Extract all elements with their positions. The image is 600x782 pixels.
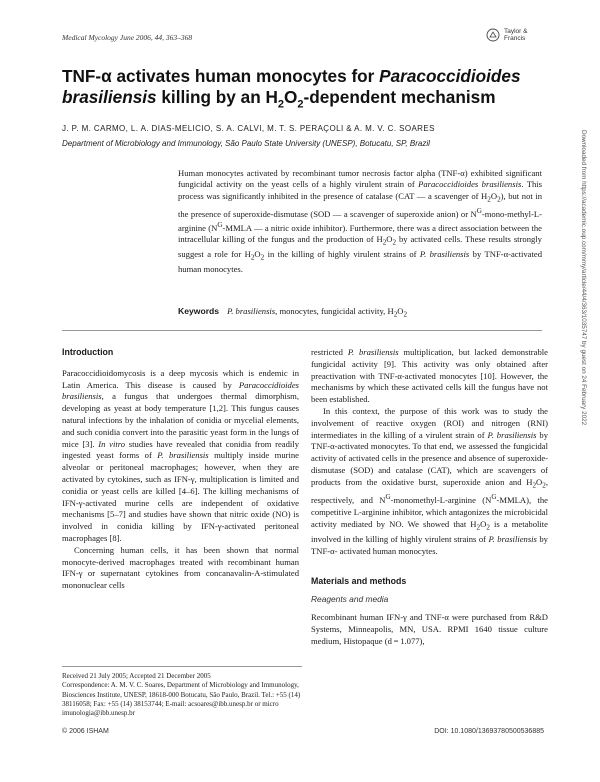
abstract: Human monocytes activated by recombinant tumor necrosis factor alpha (TNF-α) exhibited significant fungicidal activity on the yeast cells of a highly virulent strain of Paracoccidioides brasiliensis. This process was significantly inhibited in the presence of catalase (CAT — a scavenger of $H_2O_2$), but not in the presence of superoxide-dismutase (SOD — a scavenger of superoxide anion) or $N^G-mono-methyl-L$-arginine ($N^G$-MMLA — a nitric oxide inhibitor). Furthermore, there was a direct association between the intracellular killing of the fungus and the production of $H_2O_2$ by activated cells. These results strongly suggest a role for $H_2O_2$ in the killing of highly virulent strains of P. brasiliensis by TNF-α-activated human monocytes. [178, 168, 543, 274]
keywords-label: Keywords [178, 306, 220, 316]
keywords: Keywords P. brasiliensis, monocytes, fungicidal activity, $H_2O_2$ [178, 306, 408, 319]
publisher-logo-icon [486, 28, 500, 42]
reagents-subheading: Reagents and media [311, 593, 389, 604]
methods-heading: Materials and methods [311, 575, 407, 586]
abstract-divider [62, 330, 542, 331]
intro-paragraph-2: Concerning human cells, it has been shown that normal monocyte-derived macrophages treated with recombinant human IFN-γ or supernatant cytokines from concanavalin-A-stimulated mononuclear cells [62, 544, 299, 591]
intro-paragraph-1: Paracoccidioidomycosis is a deep mycosis which is endemic in Latin America. This disease is caused by Paracoccidioides brasiliensis, a fungus that undergoes thermal dimorphism, developing as yeast at body temperature [1,2]. This fungus causes natural infections by the inhalation of conidia or mycelial elements, and such conidia convert into the parasitic yeast form in the lungs of mice [3]. In vitro studies have revealed that conidia from readily ingested yeast forms of P. brasiliensis multiply inside murine alveolar or peritoneal macrophages; however, when they are activated by cytokines, such as IFN-γ, multiplication is limited and conidia or yeast cells are killed [4–6]. The killing mechanisms of IFN-γ-activated murine cells are independent of oxidative mechanisms [5–7] and studies have shown that nitric oxide (NO) is involved in conidia killing by IFN-γ-activated peritoneal macrophages [8]. [62, 367, 299, 543]
continued-paragraph: restricted P. brasiliensis multiplication, but lacked demonstrable fungicidal activity [9]. This activity was only obtained after preactivation with TNF-α-activated monocytes [10]. However, the mechanisms by which these activated cells kill the fungus have not been established. [311, 347, 548, 405]
article-title: TNF-α activates human monocytes for Paracoccidioides brasiliensis killing by an $H_2O_2$-dependent mechanism [62, 66, 521, 111]
copyright: © 2006 ISHAM [62, 728, 109, 735]
left-column [62, 347, 299, 592]
publisher-name: Taylor & Francis [504, 28, 528, 42]
correspondence: Correspondence: A. M. V. C. Soares, Department of Microbiology and Immunology, Biosciences Institute, UNESP, 18618-000 Botucatu, São Paulo, Brazil. Tel.: +55 (14) 38116058; Fax: +55 (14) 38153744; E-mail: acsoares@ibb.unesp.br or micro imunologia@ibb.unesp.br [62, 681, 301, 718]
publisher-logo [486, 28, 548, 46]
running-head: Medical Mycology June 2006, 44, 363–368 [62, 33, 193, 42]
footnote-divider [62, 666, 302, 667]
reagents-paragraph: Recombinant human IFN-γ and TNF-α were purchased from R&D Systems, Minneapolis, MN, USA. RPMI 1640 tissue culture medium, Histopaque (d = 1.077), [311, 612, 548, 647]
introduction-heading: Introduction [62, 347, 114, 357]
affiliation: Department of Microbiology and Immunology, São Paulo State University (UNESP), Botucatu, SP, Brazil [62, 139, 430, 148]
received-dates: Received 21 July 2005; Accepted 21 December 2005 [62, 672, 211, 680]
doi: DOI: 10.1080/13693780500536885 [434, 728, 544, 735]
author-list: J. P. M. CARMO, L. A. DIAS-MELICIO, S. A. CALVI, M. T. S. PERAÇOLI & A. M. V. C. SOARES [62, 124, 435, 133]
right-column [311, 347, 548, 648]
download-notice: Downloaded from https://academic.oup.com/mmy/article/44/4/363/1035747 by guest on 24 February 2022 [580, 130, 587, 426]
footnote [62, 672, 302, 718]
purpose-paragraph: In this context, the purpose of this work was to study the involvement of reactive oxygen (ROI) and nitrogen (RNI) intermediates in the killing of a virulent strain of P. brasiliensis by TNF-α-activated monocytes. To that end, we assessed the fungicidal activity of activated cells in the presence and absence of superoxide-dismutase (SOD) and catalase (CAT), which are scavengers of products from the oxidative burst, superoxide anion and $H_2O_2$, respectively, and $N^G-monomethyl-L$-arginine $(N^G-MMLA)$, the competitive L-arginine inhibitor, which antagonizes the microbicidal activity mediated by NO. We showed that $H_2O_2$ is a metabolite involved in the killing of highly virulent strains of P. brasiliensis by TNF-α- activated human monocytes. [311, 405, 548, 557]
